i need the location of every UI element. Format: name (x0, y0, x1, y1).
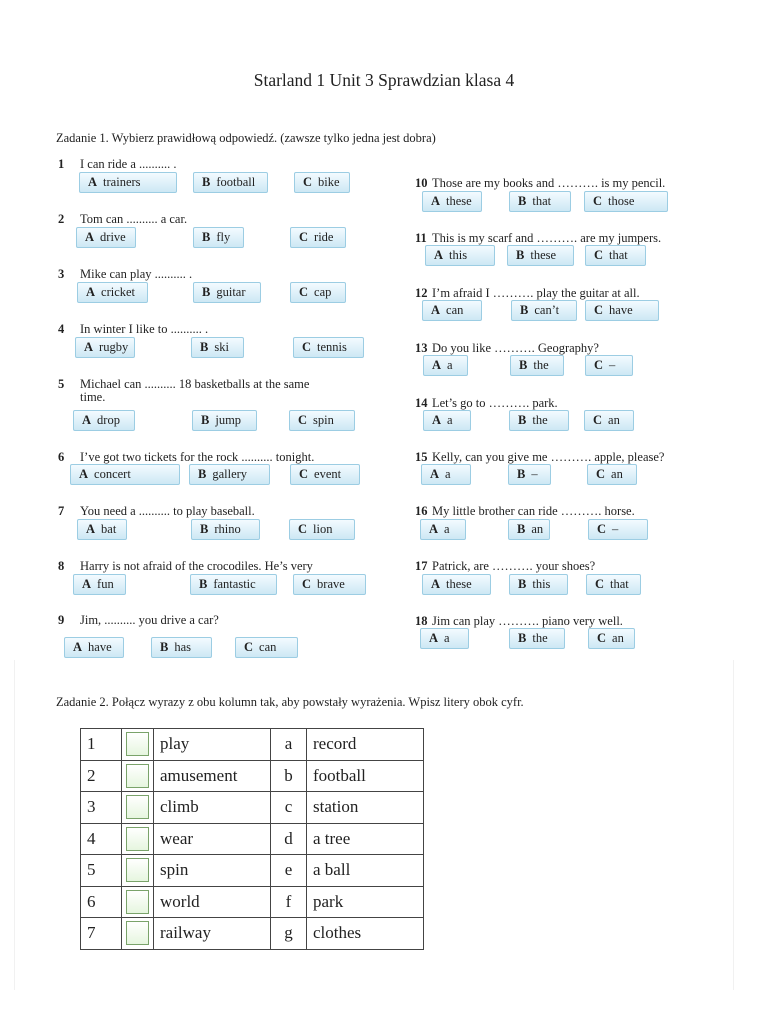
right-word: a ball (307, 855, 424, 887)
option-text: the (532, 413, 548, 427)
answer-option-7-b[interactable] (191, 519, 260, 540)
question-text: I can ride a .......... . (80, 157, 177, 171)
question-text: Let’s go to ………. park. (432, 396, 558, 410)
answer-box (122, 918, 154, 950)
option-letter: C (595, 577, 605, 591)
answer-option-8-a[interactable] (73, 574, 126, 595)
question-number: 15 (415, 450, 428, 464)
question-7 (58, 505, 255, 518)
question-number: 2 (58, 212, 65, 226)
option-letter: C (596, 467, 606, 481)
option-text: this (532, 577, 551, 591)
right-word: record (307, 729, 424, 761)
row-number: 5 (81, 855, 122, 887)
answer-box (122, 823, 154, 855)
answer-option-6-a[interactable] (70, 464, 180, 485)
table-row (81, 823, 424, 855)
question-number: 7 (58, 504, 65, 518)
question-text: Those are my books and ………. is my pencil. (432, 176, 666, 190)
option-text: spin (313, 413, 334, 427)
answer-box (122, 792, 154, 824)
option-letter: A (432, 358, 442, 372)
question-number: 17 (415, 559, 428, 573)
question-text: You need a .......... to play baseball. (80, 504, 255, 518)
option-letter: B (160, 640, 169, 654)
left-word: climb (154, 792, 271, 824)
answer-option-1-b[interactable] (193, 172, 268, 193)
left-word: amusement (154, 760, 271, 792)
option-letter: B (516, 248, 525, 262)
option-letter: A (429, 631, 439, 645)
question-text: Kelly, can you give me ………. apple, please? (432, 450, 665, 464)
table-row (81, 760, 424, 792)
option-text: trainers (103, 175, 141, 189)
option-text: these (530, 248, 557, 262)
option-text: ride (314, 230, 334, 244)
option-letter: C (299, 467, 309, 481)
option-text: fantastic (213, 577, 256, 591)
answer-option-7-a[interactable] (77, 519, 127, 540)
left-word: play (154, 729, 271, 761)
option-text: – (531, 467, 538, 481)
question-number: 4 (58, 322, 65, 336)
answer-option-12-c[interactable] (585, 300, 659, 321)
answer-option-4-c[interactable] (293, 337, 364, 358)
answer-option-3-a[interactable] (77, 282, 148, 303)
option-text: drop (97, 413, 120, 427)
question-number: 3 (58, 267, 65, 281)
left-word: railway (154, 918, 271, 950)
option-letter: C (593, 413, 603, 427)
answer-option-2-a[interactable] (76, 227, 136, 248)
option-letter: C (244, 640, 254, 654)
option-text: this (449, 248, 468, 262)
answer-box (122, 729, 154, 761)
option-letter: B (520, 303, 529, 317)
option-text: cricket (101, 285, 136, 299)
answer-option-12-a[interactable] (422, 300, 482, 321)
page-margin-line (733, 660, 734, 990)
answer-option-14-b[interactable] (509, 410, 569, 431)
option-text: drive (100, 230, 126, 244)
table-row (81, 855, 424, 887)
table-row (81, 918, 424, 950)
question-text: Patrick, are ………. your shoes? (432, 559, 596, 573)
option-text: an (612, 631, 624, 645)
option-text: an (608, 413, 620, 427)
answer-option-6-b[interactable] (189, 464, 270, 485)
option-text: jump (215, 413, 242, 427)
option-text: has (174, 640, 192, 654)
option-letter: B (518, 631, 527, 645)
page-title: Starland 1 Unit 3 Sprawdzian klasa 4 (253, 70, 515, 90)
question-5 (58, 378, 309, 404)
row-number: 3 (81, 792, 122, 824)
question-number: 13 (415, 341, 428, 355)
option-text: fly (216, 230, 231, 244)
answer-option-6-c[interactable] (290, 464, 360, 485)
option-text: cap (314, 285, 332, 299)
question-text: Tom can .......... a car. (80, 212, 188, 226)
matching-table (80, 728, 424, 950)
answer-option-4-a[interactable] (75, 337, 135, 358)
answer-option-7-c[interactable] (289, 519, 355, 540)
option-text: brave (317, 577, 345, 591)
option-letter: A (431, 577, 441, 591)
option-text: a (447, 358, 453, 372)
option-text: these (446, 194, 472, 208)
option-text: can (259, 640, 277, 654)
question-number: 14 (415, 396, 428, 410)
option-letter: C (302, 577, 312, 591)
option-letter: B (517, 467, 526, 481)
answer-option-17-b[interactable] (509, 574, 568, 595)
option-letter: B (518, 194, 527, 208)
page-margin-line (14, 660, 15, 990)
answer-option-13-a[interactable] (423, 355, 468, 376)
option-letter: C (299, 230, 309, 244)
option-letter: C (593, 194, 603, 208)
option-text: a (447, 413, 453, 427)
answer-input-box[interactable] (126, 890, 149, 914)
answer-option-3-c[interactable] (290, 282, 346, 303)
option-letter: B (517, 522, 526, 536)
option-text: rhino (214, 522, 241, 536)
answer-option-10-b[interactable] (509, 191, 571, 212)
option-letter: A (86, 522, 96, 536)
option-text: have (609, 303, 633, 317)
option-letter: B (199, 577, 208, 591)
answer-option-18-a[interactable] (420, 628, 469, 649)
option-letter: C (594, 303, 604, 317)
question-text: Michael can .......... 18 basketballs at the same (80, 377, 310, 391)
right-word: station (307, 792, 424, 824)
option-text: a (445, 467, 451, 481)
answer-option-16-c[interactable] (588, 519, 648, 540)
option-text: can (446, 303, 464, 317)
option-letter: A (429, 522, 439, 536)
answer-option-17-c[interactable] (586, 574, 641, 595)
question-number: 12 (415, 286, 428, 300)
answer-option-2-b[interactable] (193, 227, 244, 248)
option-letter: A (82, 577, 92, 591)
answer-option-8-c[interactable] (293, 574, 366, 595)
option-text: an (611, 467, 623, 481)
question-3 (58, 268, 192, 281)
option-letter: A (432, 413, 442, 427)
answer-option-13-c[interactable] (585, 355, 633, 376)
row-number: 4 (81, 823, 122, 855)
answer-option-17-a[interactable] (422, 574, 491, 595)
question-15 (415, 451, 664, 464)
answer-option-13-b[interactable] (510, 355, 564, 376)
match-letter: a (271, 729, 307, 761)
option-letter: B (200, 522, 209, 536)
option-text: concert (94, 467, 131, 481)
right-word: park (307, 886, 424, 918)
answer-option-15-b[interactable] (508, 464, 551, 485)
option-letter: B (201, 413, 210, 427)
question-number: 5 (58, 377, 65, 391)
question-number: 9 (58, 613, 65, 627)
question-number: 18 (415, 614, 428, 628)
answer-option-9-b[interactable] (151, 637, 212, 658)
question-1 (58, 158, 177, 171)
match-letter: c (271, 792, 307, 824)
question-8 (58, 560, 313, 573)
option-letter: A (82, 413, 92, 427)
answer-option-16-a[interactable] (420, 519, 466, 540)
answer-option-9-c[interactable] (235, 637, 298, 658)
question-6 (58, 451, 314, 464)
answer-option-11-c[interactable] (585, 245, 646, 266)
left-word: spin (154, 855, 271, 887)
option-text: have (88, 640, 112, 654)
option-letter: A (85, 230, 95, 244)
option-text: guitar (216, 285, 246, 299)
question-text: Jim, .......... you drive a car? (80, 613, 219, 627)
answer-option-16-b[interactable] (508, 519, 550, 540)
option-letter: C (298, 413, 308, 427)
answer-option-11-a[interactable] (425, 245, 495, 266)
question-9 (58, 614, 219, 627)
option-letter: A (73, 640, 83, 654)
answer-option-12-b[interactable] (511, 300, 577, 321)
option-text: a (444, 522, 450, 536)
question-11 (415, 232, 661, 245)
option-text: tennis (317, 340, 347, 354)
question-number: 1 (58, 157, 65, 171)
question-text: Harry is not afraid of the crocodiles. He’s very (80, 559, 313, 573)
option-text: – (609, 358, 616, 372)
option-text: event (314, 467, 342, 481)
answer-option-8-b[interactable] (190, 574, 277, 595)
option-text: gallery (212, 467, 248, 481)
option-letter: A (88, 175, 98, 189)
answer-option-1-a[interactable] (79, 172, 177, 193)
option-text: bat (101, 522, 117, 536)
answer-option-5-a[interactable] (73, 410, 135, 431)
option-letter: B (202, 175, 211, 189)
question-text: Jim can play ………. piano very well. (432, 614, 623, 628)
match-letter: b (271, 760, 307, 792)
answer-input-box[interactable] (126, 732, 149, 756)
option-letter: A (434, 248, 444, 262)
question-13 (415, 342, 599, 355)
option-letter: C (597, 631, 607, 645)
option-letter: B (518, 577, 527, 591)
answer-option-15-c[interactable] (587, 464, 637, 485)
question-17 (415, 560, 595, 573)
answer-input-box[interactable] (126, 764, 149, 788)
question-text: I’ve got two tickets for the rock .......... tonight. (80, 450, 315, 464)
question-18 (415, 615, 623, 628)
answer-option-15-a[interactable] (421, 464, 471, 485)
left-word: world (154, 886, 271, 918)
answer-option-4-b[interactable] (191, 337, 244, 358)
answer-option-14-a[interactable] (423, 410, 471, 431)
option-letter: C (298, 522, 308, 536)
row-number: 2 (81, 760, 122, 792)
option-letter: A (431, 303, 441, 317)
answer-option-11-b[interactable] (507, 245, 574, 266)
option-text: fun (97, 577, 114, 591)
table-row (81, 792, 424, 824)
answer-option-1-c[interactable] (294, 172, 350, 193)
question-14 (415, 397, 558, 410)
question-text: I’m afraid I ………. play the guitar at all. (432, 286, 640, 300)
answer-input-box[interactable] (126, 858, 149, 882)
row-number: 1 (81, 729, 122, 761)
question-text: Do you like ………. Geography? (432, 341, 599, 355)
option-letter: C (303, 175, 313, 189)
question-number: 11 (415, 231, 427, 245)
question-2 (58, 213, 187, 226)
option-letter: A (431, 194, 441, 208)
option-letter: A (430, 467, 440, 481)
option-letter: B (202, 285, 211, 299)
option-letter: C (594, 358, 604, 372)
answer-option-18-b[interactable] (509, 628, 565, 649)
question-number: 6 (58, 450, 65, 464)
question-number: 16 (415, 504, 428, 518)
option-letter: B (518, 413, 527, 427)
question-text: This is my scarf and ………. are my jumpers. (432, 231, 662, 245)
option-text: that (610, 577, 629, 591)
option-text: that (532, 194, 552, 208)
option-letter: C (299, 285, 309, 299)
answer-box (122, 760, 154, 792)
option-text: lion (313, 522, 333, 536)
question-text: In winter I like to .......... . (80, 322, 209, 336)
answer-input-box[interactable] (126, 795, 149, 819)
option-letter: C (594, 248, 604, 262)
question-16 (415, 505, 635, 518)
answer-box (122, 855, 154, 887)
question-12 (415, 287, 640, 300)
option-letter: B (519, 358, 528, 372)
option-text: – (612, 522, 619, 536)
option-text: that (609, 248, 628, 262)
option-text: those (608, 194, 635, 208)
answer-input-box[interactable] (126, 827, 149, 851)
match-letter: f (271, 886, 307, 918)
answer-box (122, 886, 154, 918)
option-letter: A (79, 467, 89, 481)
row-number: 7 (81, 918, 122, 950)
option-text: football (216, 175, 256, 189)
question-number: 10 (415, 176, 428, 190)
option-text: a (444, 631, 450, 645)
table-row (81, 729, 424, 761)
answer-option-10-a[interactable] (422, 191, 482, 212)
match-letter: d (271, 823, 307, 855)
answer-option-10-c[interactable] (584, 191, 668, 212)
right-word: clothes (307, 918, 424, 950)
option-text: an (531, 522, 544, 536)
left-word: wear (154, 823, 271, 855)
match-letter: e (271, 855, 307, 887)
option-text: the (532, 631, 548, 645)
answer-option-3-b[interactable] (193, 282, 261, 303)
option-letter: A (86, 285, 96, 299)
option-letter: C (597, 522, 607, 536)
answer-option-9-a[interactable] (64, 637, 124, 658)
option-text: rugby (99, 340, 129, 354)
question-text: My little brother can ride ………. horse. (432, 504, 635, 518)
right-word: a tree (307, 823, 424, 855)
match-letter: g (271, 918, 307, 950)
task2-instruction: Zadanie 2. Połącz wyrazy z obu kolumn tak, aby powstały wyrażenia. Wpisz litery obok cyfr. (56, 695, 524, 709)
question-4 (58, 323, 208, 336)
answer-input-box[interactable] (126, 921, 149, 945)
option-letter: B (200, 340, 209, 354)
option-text: can’t (534, 303, 560, 317)
answer-option-2-c[interactable] (290, 227, 346, 248)
question-10 (415, 177, 665, 190)
row-number: 6 (81, 886, 122, 918)
question-number: 8 (58, 559, 65, 573)
option-text: these (446, 577, 472, 591)
question-text: Mike can play .......... . (80, 267, 193, 281)
task1-instruction: Zadanie 1. Wybierz prawidłową odpowiedź. (zawsze tylko jedna jest dobra) (56, 131, 436, 145)
table-row (81, 886, 424, 918)
right-word: football (307, 760, 424, 792)
question-text-continued: time. (80, 390, 106, 404)
answer-option-5-c[interactable] (289, 410, 355, 431)
option-letter: B (198, 467, 207, 481)
option-letter: B (202, 230, 211, 244)
option-letter: C (302, 340, 312, 354)
answer-option-18-c[interactable] (588, 628, 635, 649)
option-text: ski (214, 340, 229, 354)
answer-option-14-c[interactable] (584, 410, 634, 431)
answer-option-5-b[interactable] (192, 410, 257, 431)
option-text: bike (318, 175, 340, 189)
option-text: the (533, 358, 549, 372)
option-letter: A (84, 340, 94, 354)
